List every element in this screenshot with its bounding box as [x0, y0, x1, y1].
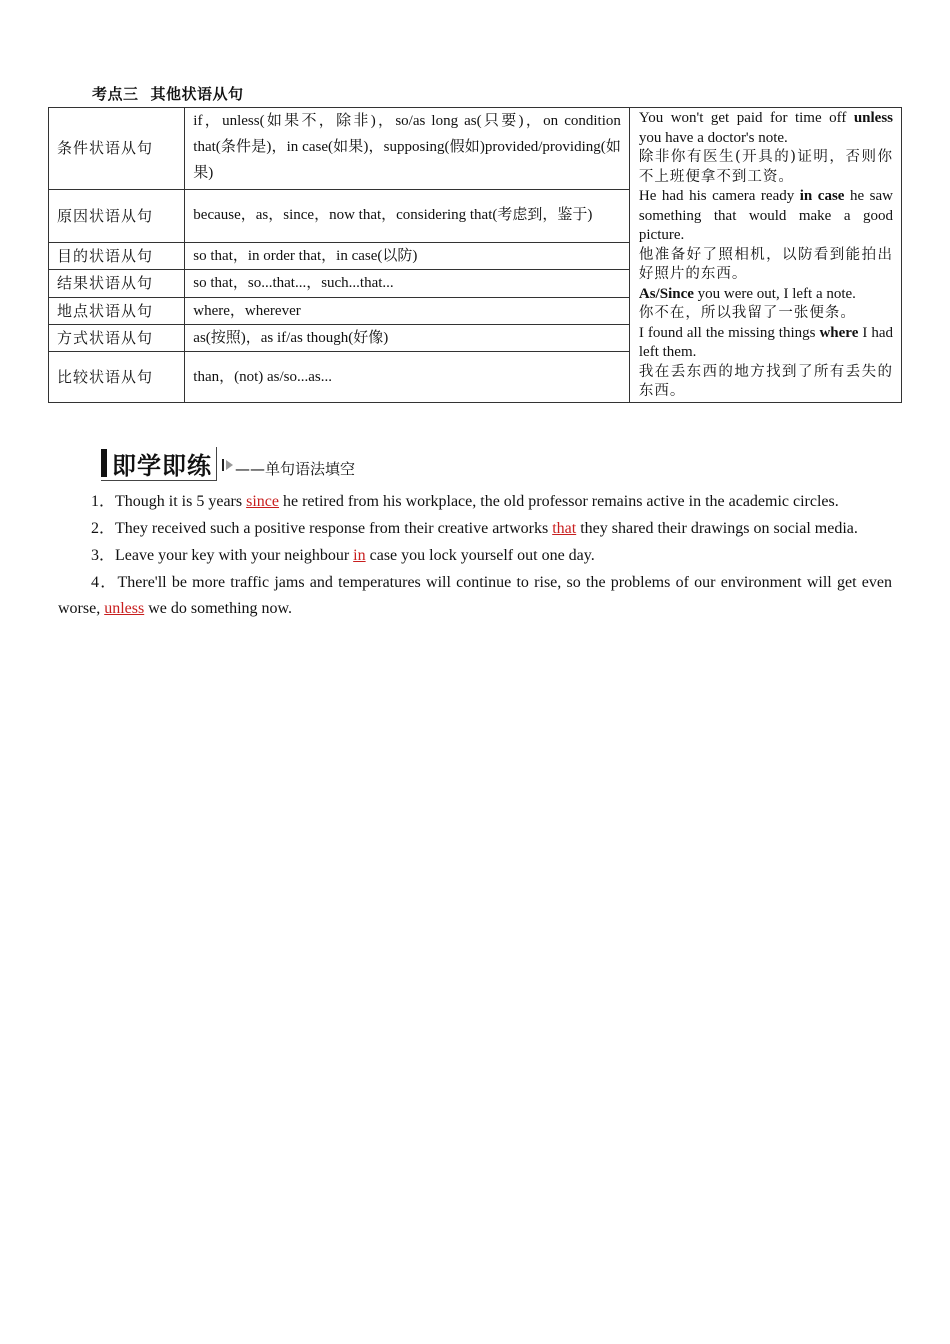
- conjunction-cell: than，(not) as/so...as...: [185, 352, 630, 402]
- answer-blank: unless: [104, 599, 145, 617]
- example-en: As/Since you were out, I left a note.: [638, 285, 856, 302]
- example-cn: 你不在，所以我留了一张便条。: [638, 305, 856, 321]
- answer-blank: that: [552, 520, 577, 537]
- exercise-item: 1．Though it is 5 years since he retired from his workplace, the old professor remains active in the academic circles.: [91, 493, 839, 510]
- adverbial-clause-table: [48, 107, 902, 403]
- example-en: I found all the missing things where I had left them.: [638, 324, 893, 360]
- conjunction-cell: [185, 108, 630, 190]
- exercise-list: [58, 489, 892, 623]
- section-heading: [92, 83, 244, 104]
- arrow-marker-icon: [222, 459, 233, 471]
- clause-type-cell: 比较状语从句: [49, 352, 185, 402]
- clause-type-cell: 结果状语从句: [49, 270, 185, 297]
- title-bar-icon: [101, 449, 107, 477]
- clause-type-cell: 条件状语从句: [49, 108, 185, 190]
- clause-type-cell: 原因状语从句: [49, 189, 185, 242]
- conjunction-cell: as(按照)，as if/as though(好像): [185, 324, 630, 351]
- example-cell: [629, 108, 901, 403]
- practice-header: [101, 447, 355, 481]
- table-row: [49, 108, 902, 190]
- conjunction-cell: because，as，since，now that，considering that(考虑到，鉴于): [185, 189, 630, 242]
- answer-blank: in: [353, 547, 366, 564]
- answer-blank: since: [246, 493, 279, 510]
- practice-subtitle: ——单句语法填空: [235, 460, 356, 478]
- exercise-item: 3．Leave your key with your neighbour in case you lock yourself out one day.: [91, 547, 595, 564]
- example-en: He had his camera ready in case he saw something that would make a good picture.: [638, 188, 893, 243]
- clause-type-cell: 地点状语从句: [49, 297, 185, 324]
- example-en: You won't get paid for time off unless you have a doctor's note.: [638, 110, 893, 146]
- example-cn: 我在丢东西的地方找到了所有丢失的东西。: [638, 363, 893, 399]
- conjunction-cell: so that，in order that，in case(以防): [185, 243, 630, 270]
- conjunction-cell: so that，so...that...，such...that...: [185, 270, 630, 297]
- conjunction-text: if，unless(如果不，除非)，so/as long as(只要)，on condition that(条件是)，in case(如果)，supposing(假如)provided/providing(如果): [193, 113, 621, 182]
- example-cn: 除非你有医生(开具的)证明，否则你不上班便拿不到工资。: [638, 149, 893, 185]
- example-cn: 他准备好了照相机，以防看到能拍出好照片的东西。: [638, 246, 893, 282]
- clause-type-cell: 目的状语从句: [49, 243, 185, 270]
- practice-title-box: [101, 447, 217, 481]
- clause-type-cell: 方式状语从句: [49, 324, 185, 351]
- section-title: 其他状语从句: [150, 85, 244, 103]
- practice-title: 即学即练: [112, 451, 212, 480]
- exercise-item: 4．There'll be more traffic jams and temperatures will continue to rise, so the problems of our environment will get even worse, unless we do something now.: [58, 574, 892, 617]
- conjunction-cell: where，wherever: [185, 297, 630, 324]
- exercise-item: 2．They received such a positive response from their creative artworks that they shared their drawings on social media.: [91, 520, 858, 537]
- section-label: 考点三: [92, 85, 139, 103]
